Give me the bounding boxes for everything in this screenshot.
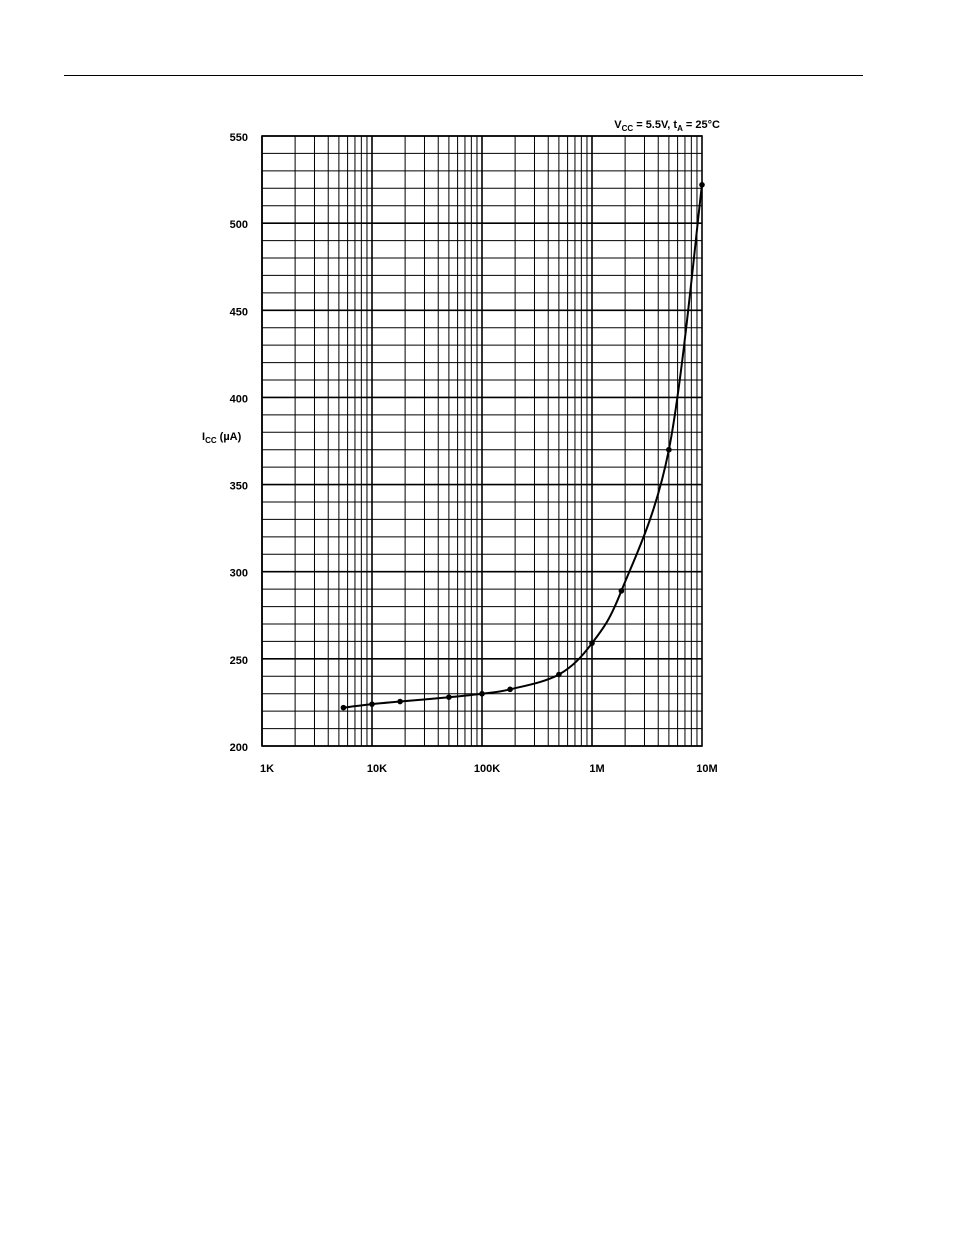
series-curve (343, 185, 702, 708)
x-tick-label: 100K (473, 763, 501, 775)
y-tick-label: 250 (229, 654, 248, 667)
data-point (666, 447, 672, 453)
data-point (556, 672, 562, 678)
y-tick-labels (230, 132, 248, 754)
y-axis-label: $I_{CC}$ (µA) (202, 431, 242, 445)
chart-grid (262, 136, 702, 746)
series-points (341, 182, 705, 710)
y-tick-label: 500 (229, 219, 248, 232)
data-point (479, 691, 485, 697)
x-tick-label: 1K (259, 763, 275, 775)
data-point (507, 687, 513, 693)
y-tick-label: 450 (229, 306, 248, 319)
x-tick-labels (260, 763, 718, 775)
x-tick-label: 10K (366, 763, 388, 775)
y-tick-label: 350 (229, 480, 248, 493)
x-tick-label: 1M (589, 763, 605, 775)
y-tick-label: 300 (229, 567, 248, 580)
x-tick-label: 10M (696, 763, 718, 775)
data-point (369, 701, 375, 707)
data-point (397, 699, 403, 705)
data-point (619, 588, 625, 594)
data-point (446, 694, 452, 700)
series-line (343, 185, 702, 708)
data-point (341, 705, 347, 711)
y-tick-label: 550 (229, 132, 248, 144)
y-tick-label: 400 (229, 393, 248, 406)
condition-label: $V_{CC} = 5.5V$, $t_A = 25^\circ C$ (614, 119, 720, 133)
data-point (699, 182, 705, 188)
data-point (589, 640, 595, 646)
y-tick-label: 200 (229, 742, 248, 754)
